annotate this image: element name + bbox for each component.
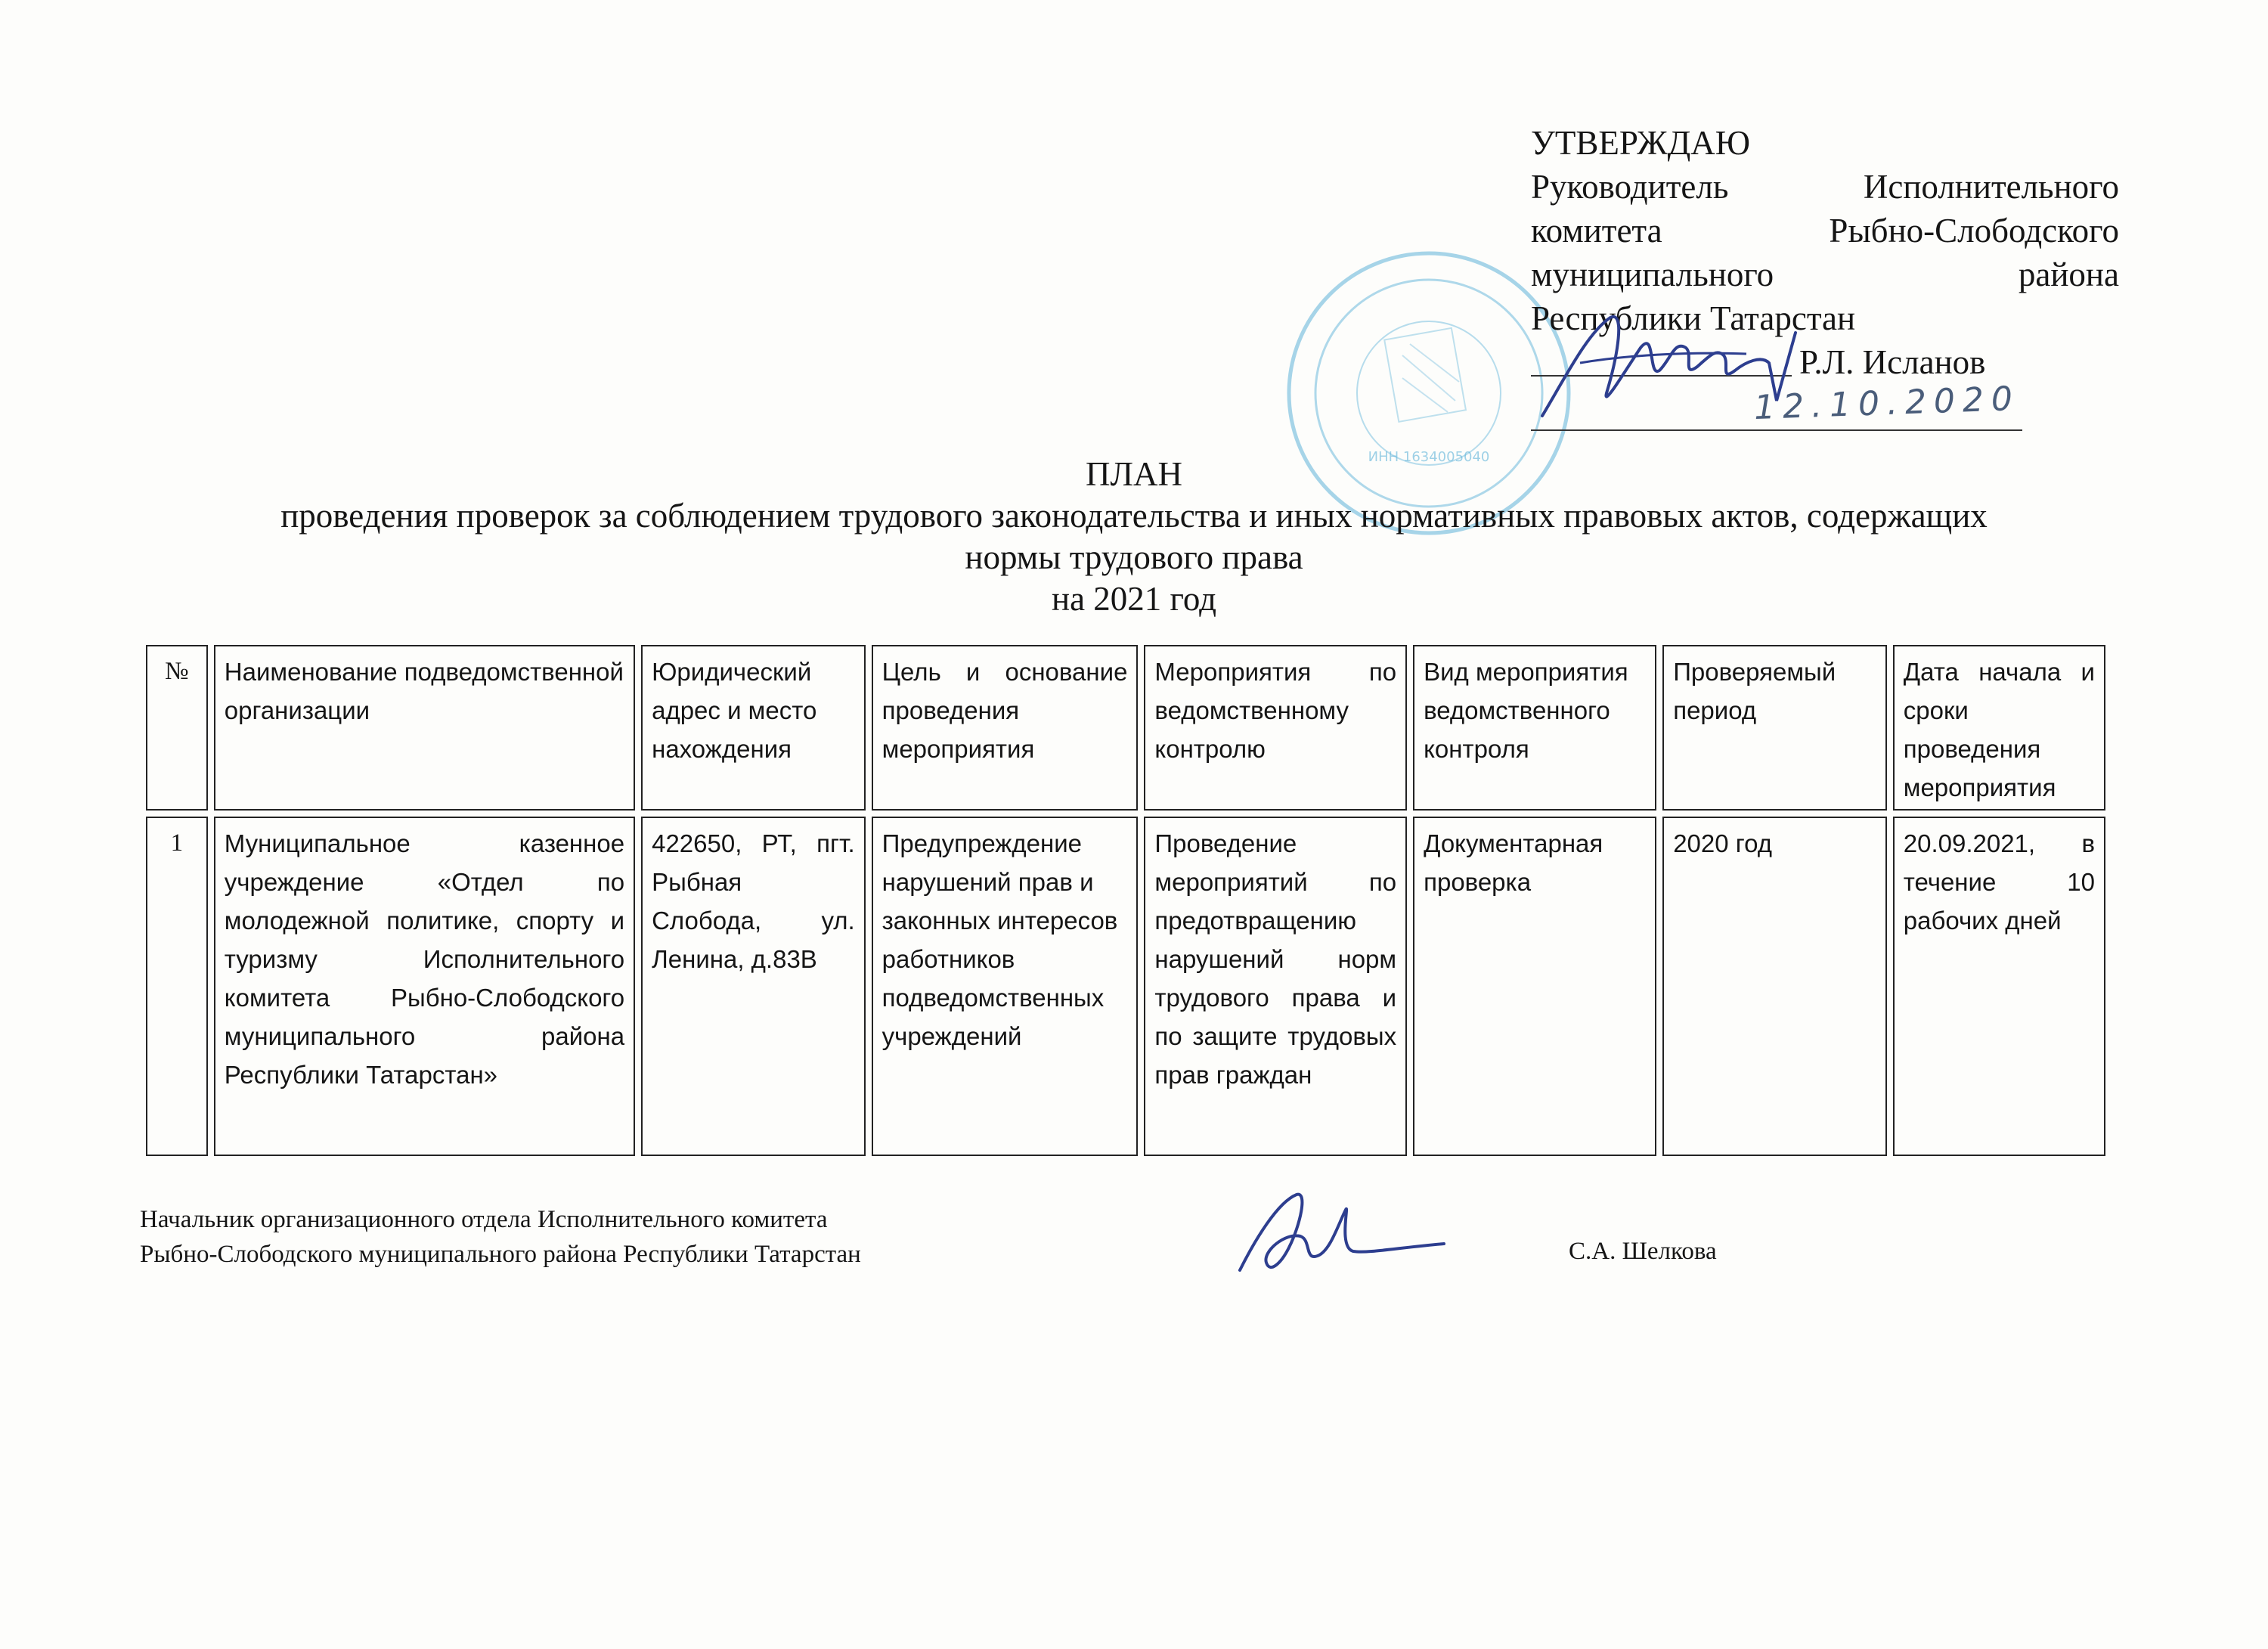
table-header-row xyxy=(146,645,2105,811)
approval-line-1: Руководитель Исполнительного xyxy=(1531,168,2119,206)
handwritten-date: 12.10.2020 xyxy=(1753,379,2021,428)
footer-signer-name: С.А. Шелкова xyxy=(1569,1238,1717,1265)
approval-line-2: комитета Рыбно-Слободского xyxy=(1531,212,2119,250)
title-main: ПЛАН xyxy=(1085,455,1182,493)
footer-position-line-2: Рыбно-Слободского муниципального района Республики Татарстан xyxy=(140,1241,861,1268)
approval-heading: УТВЕРЖДАЮ xyxy=(1531,124,1751,162)
header-cell-type: Вид мероприятия ведомственного контроля xyxy=(1413,645,1656,811)
inspection-plan-table xyxy=(140,639,2112,1162)
row-type: Документарная проверка xyxy=(1413,817,1656,1156)
row-number: 1 xyxy=(146,817,208,1156)
footer-position xyxy=(140,1202,861,1272)
header-cell-purpose: Цель и основание проведения мероприятия xyxy=(872,645,1139,811)
approval-signer-name: Р.Л. Исланов xyxy=(1799,343,1986,381)
title-year: на 2021 год xyxy=(1052,580,1216,618)
row-period: 2020 год xyxy=(1662,817,1887,1156)
header-cell-period: Проверяемый период xyxy=(1662,645,1887,811)
header-cell-measures: Мероприятия по ведомственному контролю xyxy=(1144,645,1407,811)
head-signature xyxy=(1225,1179,1452,1285)
table-row xyxy=(146,817,2105,1156)
director-signature xyxy=(1535,287,1867,439)
footer-position-line-1: Начальник организационного отдела Исполнительного комитета xyxy=(140,1206,828,1233)
header-cell-organization: Наименование подведомственной организации xyxy=(214,645,635,811)
header-cell-dates: Дата начала и сроки проведения мероприятия xyxy=(1893,645,2105,811)
approval-line-3: муниципального района xyxy=(1531,256,2119,293)
row-measures: Проведение мероприятий по предотвращению нарушений норм трудового права и по защите трудовых прав граждан xyxy=(1144,817,1407,1156)
title-sub-2: нормы трудового права xyxy=(965,538,1303,576)
approval-line-4: Республики Татарстан xyxy=(1531,299,1856,337)
row-purpose: Предупреждение нарушений прав и законных интересов работников подведомственных учреждений xyxy=(872,817,1139,1156)
header-cell-address: Юридический адрес и место нахождения xyxy=(641,645,866,811)
header-cell-number: № xyxy=(146,645,208,811)
document-title xyxy=(136,454,2132,620)
title-sub-1: проведения проверок за соблюдением трудового законодательства и иных нормативных правовых актов, содержащих xyxy=(280,497,1988,535)
row-dates: 20.09.2021, в течение 10 рабочих дней xyxy=(1893,817,2105,1156)
row-organization: Муниципальное казенное учреждение «Отдел по молодежной политике, спорту и туризму Исполнительного комитета Рыбно-Слободского муниципального района Республики Татарстан» xyxy=(214,817,635,1156)
stamp-inn-text: ИНН 1634005040 xyxy=(1368,449,1490,465)
row-address: 422650, РТ, пгт. Рыбная Слобода, ул. Ленина, д.83В xyxy=(641,817,866,1156)
